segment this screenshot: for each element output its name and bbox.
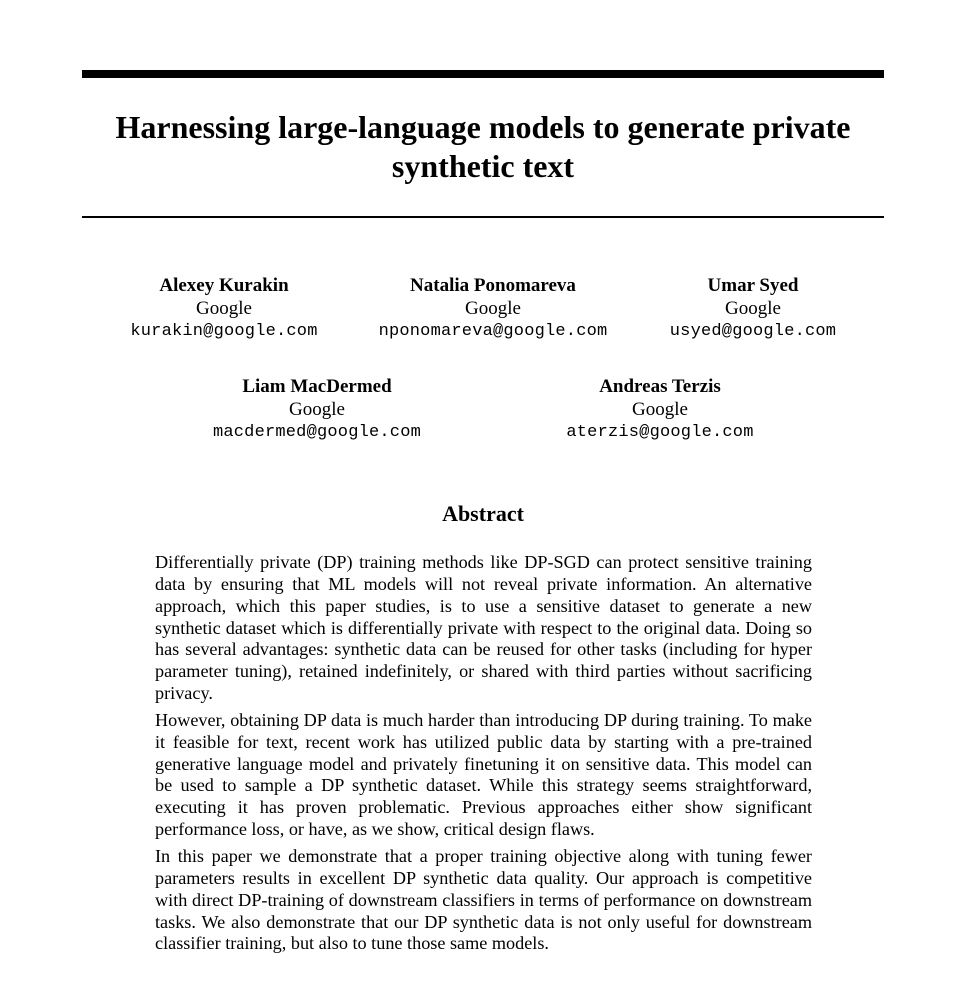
author-name: Liam MacDermed xyxy=(242,376,392,397)
author-block xyxy=(500,375,820,444)
author-name: Umar Syed xyxy=(707,275,799,296)
author-affiliation: Google xyxy=(465,298,521,319)
author-name: Alexey Kurakin xyxy=(159,275,289,296)
author-email: macdermed@google.com xyxy=(212,423,422,442)
author-email: nponomareva@google.com xyxy=(378,322,608,341)
author-block xyxy=(593,274,913,343)
author-name: Andreas Terzis xyxy=(599,376,721,397)
author-affiliation: Google xyxy=(632,399,688,420)
abstract-heading: Abstract xyxy=(442,501,524,526)
author-email: aterzis@google.com xyxy=(566,423,754,442)
abstract-paragraph: In this paper we demonstrate that a proper training objective along with tuning fewer parameters results in excellent DP synthetic data quality. Our approach is competitive with direct DP-training of downstream classifiers in terms of performance on downstream tasks. We also demonstrate that our DP synthetic data is not only useful for downstream classifier training, but also to tune those same models. xyxy=(155,845,812,954)
paper-title: Harnessing large-language models to generate private synthetic text xyxy=(115,109,851,184)
author-name: Natalia Ponomareva xyxy=(410,275,576,296)
author-email: usyed@google.com xyxy=(669,322,837,341)
author-affiliation: Google xyxy=(196,298,252,319)
abstract-paragraph: Differentially private (DP) training methods like DP-SGD can protect sensitive training data by ensuring that ML models will not reveal private information. An alternative approach, which this paper studies, is to use a sensitive dataset to generate a new synthetic dataset which is differentially private with respect to the original data. Doing so has several advantages: synthetic data can be reused for other tasks (including for hyper parameter tuning), retained indefinitely, or shared with third parties without sacrificing privacy. xyxy=(155,552,812,704)
title-rule-bottom xyxy=(82,216,884,218)
title-rule-top xyxy=(82,70,884,78)
author-block xyxy=(157,375,477,444)
author-affiliation: Google xyxy=(289,399,345,420)
abstract-body xyxy=(155,552,812,960)
author-email: kurakin@google.com xyxy=(130,322,318,341)
abstract-paragraph: However, obtaining DP data is much harder than introducing DP during training. To make it feasible for text, recent work has utilized public data by starting with a pre-trained generative language model and privately finetuning it on sensitive data. This model can be used to sample a DP synthetic dataset. While this strategy seems straightforward, executing it has proven problematic. Previous approaches either show significant performance loss, or have, as we show, critical design flaws. xyxy=(155,709,812,840)
author-affiliation: Google xyxy=(725,298,781,319)
